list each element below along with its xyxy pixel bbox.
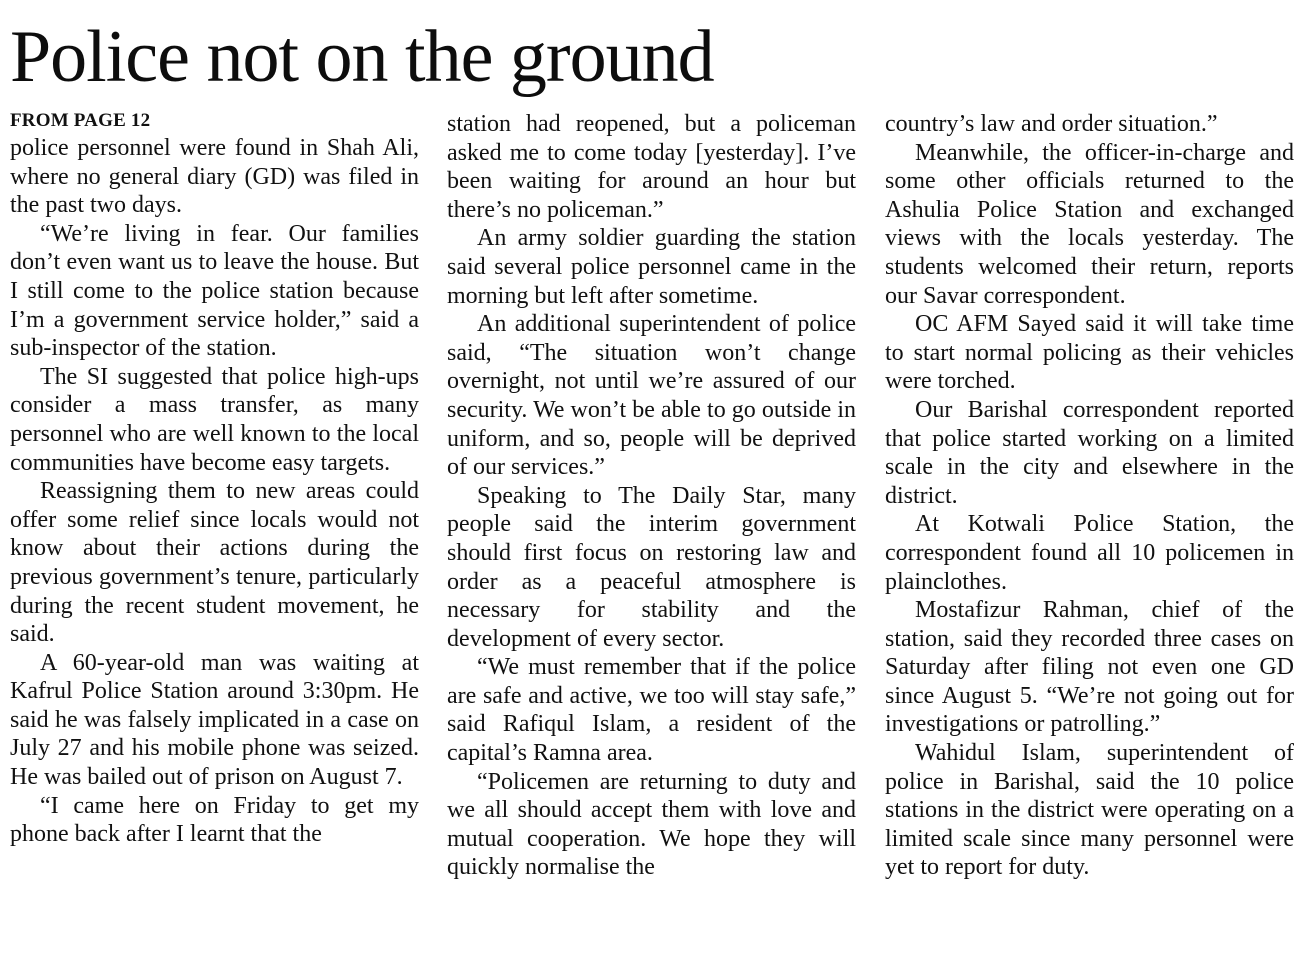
paragraph: The SI suggested that police high-ups consider a mass transfer, as many personnel who are well known to the local communities have become easy targets. <box>10 363 419 476</box>
paragraph: An army soldier guarding the station said several police personnel came in the morning but left after sometime. <box>447 225 856 309</box>
paragraph: Mostafizur Rahman, chief of the station, said they recorded three cases on Saturday after filing not even one GD since August 5. “We’re not going out for investigations or patrolling.” <box>885 597 1294 738</box>
paragraph: country’s law and order situation.” <box>885 111 1218 137</box>
paragraph: Reassigning them to new areas could offer some relief since locals would not know about their actions during the previous government’s tenure, particularly during the recent student movement, he said. <box>10 478 419 648</box>
article-column-1 <box>10 108 419 849</box>
paragraph: “We’re living in fear. Our families don’t even want us to leave the house. But I still come to the police station because I’m a government service holder,” said a sub-inspector of the station. <box>10 220 419 362</box>
paragraph: An additional superintendent of police said, “The situation won’t change overnight, not until we’re assured of our security. We won’t be able to go outside in uniform, and so, people will be deprived of our services.” <box>447 311 856 481</box>
paragraph: police personnel were found in Shah Ali, where no general diary (GD) was filed in the past two days. <box>10 135 419 219</box>
article-column-3 <box>885 108 1294 882</box>
paragraph: Speaking to The Daily Star, many people said the interim government should first focus on restoring law and order as a peaceful atmosphere is necessary for stability and the development of every sector. <box>447 482 856 652</box>
paragraph: station had reopened, but a policeman asked me to come today [yesterday]. I’ve been waiting for around an hour but there’s no policeman.” <box>447 111 856 223</box>
paragraph: Our Barishal correspondent reported that police started working on a limited scale in the city and elsewhere in the district. <box>885 396 1294 509</box>
paragraph: At Kotwali Police Station, the correspondent found all 10 policemen in plainclothes. <box>885 511 1294 595</box>
paragraph: OC AFM Sayed said it will take time to start normal policing as their vehicles were torched. <box>885 311 1294 395</box>
paragraph: Wahidul Islam, superintendent of police in Barishal, said the 10 police stations in the district were operating on a limited scale since many personnel were yet to report for duty. <box>885 740 1294 881</box>
paragraph: “Policemen are returning to duty and we all should accept them with love and mutual cooperation. We hope they will quickly normalise the <box>447 768 856 881</box>
jump-line: FROM PAGE 12 <box>10 110 151 131</box>
article-column-2 <box>447 108 856 882</box>
paragraph: “We must remember that if the police are safe and active, we too will stay safe,” said Rafiqul Islam, a resident of the capital’s Ramna area. <box>447 654 856 767</box>
paragraph: A 60-year-old man was waiting at Kafrul Police Station around 3:30pm. He said he was falsely implicated in a case on July 27 and his mobile phone was seized. He was bailed out of prison on August 7. <box>10 649 419 791</box>
paragraph: “I came here on Friday to get my phone back after I learnt that the <box>10 792 419 848</box>
paragraph: Meanwhile, the officer-in-charge and some other officials returned to the Ashulia Police Station and exchanged views with the locals yesterday. The students welcomed their return, reports our Savar correspondent. <box>885 139 1294 309</box>
headline: Police not on the ground <box>10 16 714 98</box>
